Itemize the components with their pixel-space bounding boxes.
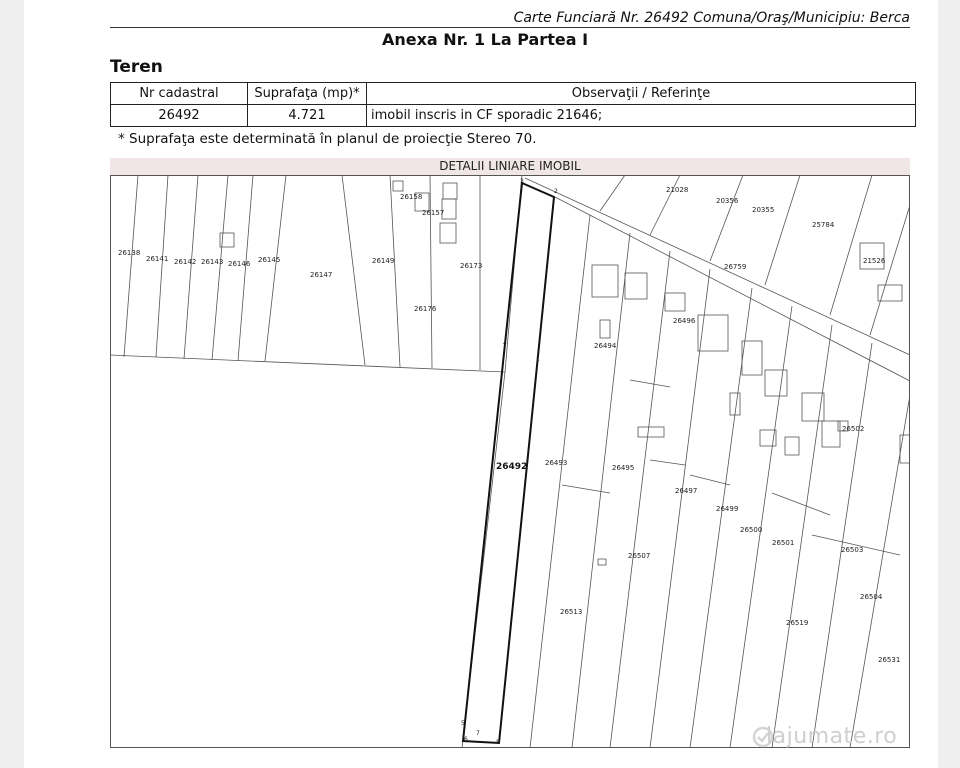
table-cell: 26492 [111,105,248,127]
table-header-row [111,83,916,105]
parcel-label: 26497 [675,487,698,495]
parcel-label: 26494 [594,342,617,350]
cadastral-plan [110,175,910,748]
vertex-label: 2 [554,188,558,195]
parcel-label: 26499 [716,505,739,513]
parcel-label: 20355 [752,206,775,214]
vertex-label: 7 [476,730,480,737]
parcel-label: 26145 [258,256,281,264]
parcel-label: 26531 [878,656,901,664]
cadastral-table [110,82,916,127]
surface-note: * Suprafaţa este determinată în planul de proiecţie Stereo 70. [118,131,537,147]
vertex-label: 6 [464,736,468,743]
parcel-label: 26507 [628,552,651,560]
parcel-label: 26502 [842,425,865,433]
parcel-label: 20356 [716,197,739,205]
parcel-label: 26158 [400,193,423,201]
parcel-label: 26138 [118,249,141,257]
vertex-label: 1 [536,356,540,363]
map-band-title: DETALII LINIARE IMOBIL [110,158,910,175]
parcel-label: 26143 [201,258,224,266]
parcel-label: 26495 [612,464,635,472]
parcel-label: 26519 [786,619,809,627]
parcel-label: 26759 [724,263,747,271]
section-title: Teren [110,57,163,77]
annex-title: Anexa Nr. 1 La Partea I [381,30,589,49]
parcel-label: 26157 [422,209,445,217]
header-divider [110,27,910,28]
parcel-label: 26500 [740,526,763,534]
parcel-label: 26501 [772,539,795,547]
vertex-label: 8 [496,739,500,746]
parcel-label: 26149 [372,257,395,265]
left-frame [0,0,24,768]
table-cell: imobil inscris in CF sporadic 21646; [367,105,916,127]
vertex-label: 5 [461,720,465,727]
parcel-label: 26142 [174,258,197,266]
table-header-cell: Observaţii / Referinţe [367,83,916,105]
vertex-label: 4 [503,340,507,347]
parcel-label: 26176 [414,305,437,313]
parcel-label: 26503 [841,546,864,554]
table-cell: 4.721 [248,105,367,127]
parcel-label: 26496 [673,317,696,325]
right-frame [938,0,960,768]
highlighted-parcel-label: 26492 [496,462,528,472]
parcel-label: 26513 [560,608,583,616]
parcel-label: 21028 [666,186,689,194]
table-header-cell: Nr cadastral [111,83,248,105]
parcel-label: 26146 [228,260,251,268]
table-header-cell: Suprafaţa (mp)* [248,83,367,105]
table-row [111,105,916,127]
parcel-label: 26493 [545,459,568,467]
watermark: lajumate.ro [766,724,898,749]
parcel-label: 26173 [460,262,483,270]
parcel-label: 21526 [863,257,886,265]
vertex-label: 3 [520,178,524,185]
parcel-label: 26147 [310,271,333,279]
parcel-label: 25784 [812,221,835,229]
parcel-label: 26504 [860,593,883,601]
land-book-header: Carte Funciară Nr. 26492 Comuna/Oraş/Municipiu: Berca [513,10,910,26]
parcel-label: 26141 [146,255,169,263]
